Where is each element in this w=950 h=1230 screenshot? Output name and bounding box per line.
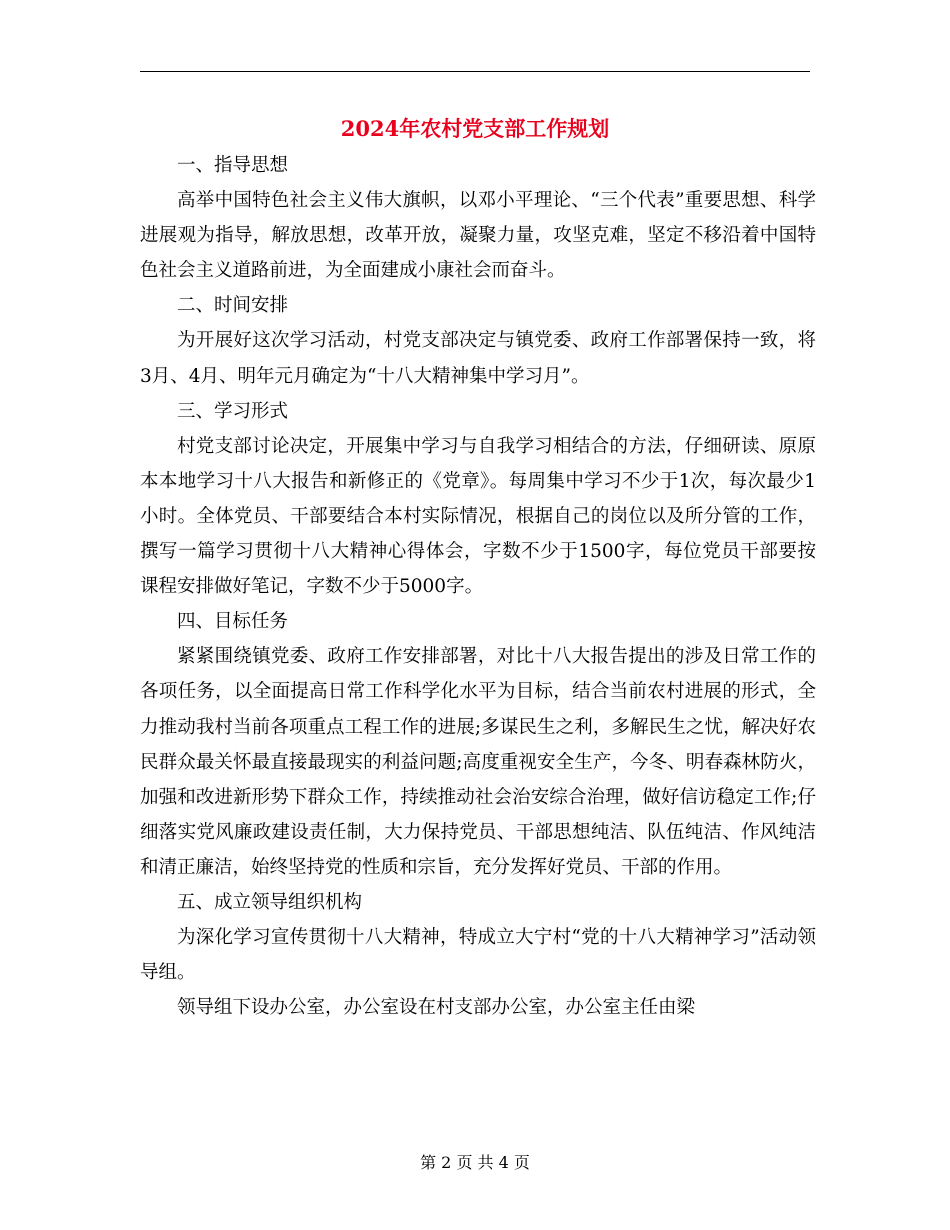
paragraph-office: 领导组下设办公室，办公室设在村支部办公室，办公室主任由梁 — [177, 997, 696, 1019]
paragraph-leadership: 为深化学习宣传贯彻十八大精神，特成立大宁村“党的十八大精神学习”活动领导组。 — [140, 927, 816, 984]
paragraph-guiding-ideology: 高举中国特色社会主义伟大旗帜，以邓小平理论、“三个代表”重要思想、科学进展观为指导，解放思想，改革开放，凝聚力量，攻坚克难，坚定不移沿着中国特色社会主义道路前进，为全面建成小康社会而奋斗。 — [140, 190, 816, 282]
document-body — [140, 148, 816, 1025]
page-number: 第 2 页 共 4 页 — [420, 1153, 530, 1172]
paragraph-schedule: 为开展好这次学习活动，村党支部决定与镇党委、政府工作部署保持一致，将3月、4月、明年元月确定为“十八大精神集中学习月”。 — [140, 330, 816, 387]
heading-goals: 四、目标任务 — [177, 611, 289, 633]
document-title: 2024年农村党支部工作规划 — [340, 116, 610, 141]
heading-study-format: 三、学习形式 — [177, 400, 289, 422]
heading-guiding-ideology: 一、指导思想 — [177, 155, 289, 176]
header-rule — [140, 71, 810, 72]
heading-schedule: 二、时间安排 — [177, 295, 289, 317]
paragraph-study-format: 村党支部讨论决定，开展集中学习与自我学习相结合的方法，仔细研读、原原本本地学习十八大报告和新修正的《党章》。每周集中学习不少于1次，每次最少1小时。全体党员、干部要结合本村实际情况，根据自己的岗位以及所分管的工作，撰写一篇学习贯彻十八大精神心得体会，字数不少于1500字，每位党员干部要按课程安排做好笔记，字数不少于5000字。 — [140, 435, 816, 598]
paragraph-goals: 紧紧围绕镇党委、政府工作安排部署，对比十八大报告提出的涉及日常工作的各项任务，以全面提高日常工作科学化水平为目标，结合当前农村进展的形式，全力推动我村当前各项重点工程工作的进展;多谋民生之利，多解民生之忧，解决好农民群众最关怀最直接最现实的利益问题;高度重视安全生产，今冬、明春森林防火，加强和改进新形势下群众工作，持续推动社会治安综合治理，做好信访稳定工作;仔细落实党风廉政建设责任制，大力保持党员、干部思想纯洁、队伍纯洁、作风纯洁和清正廉洁，始终坚持党的性质和宗旨，充分发挥好党员、干部的作用。 — [140, 646, 816, 878]
heading-leadership: 五、成立领导组织机构 — [177, 891, 363, 913]
